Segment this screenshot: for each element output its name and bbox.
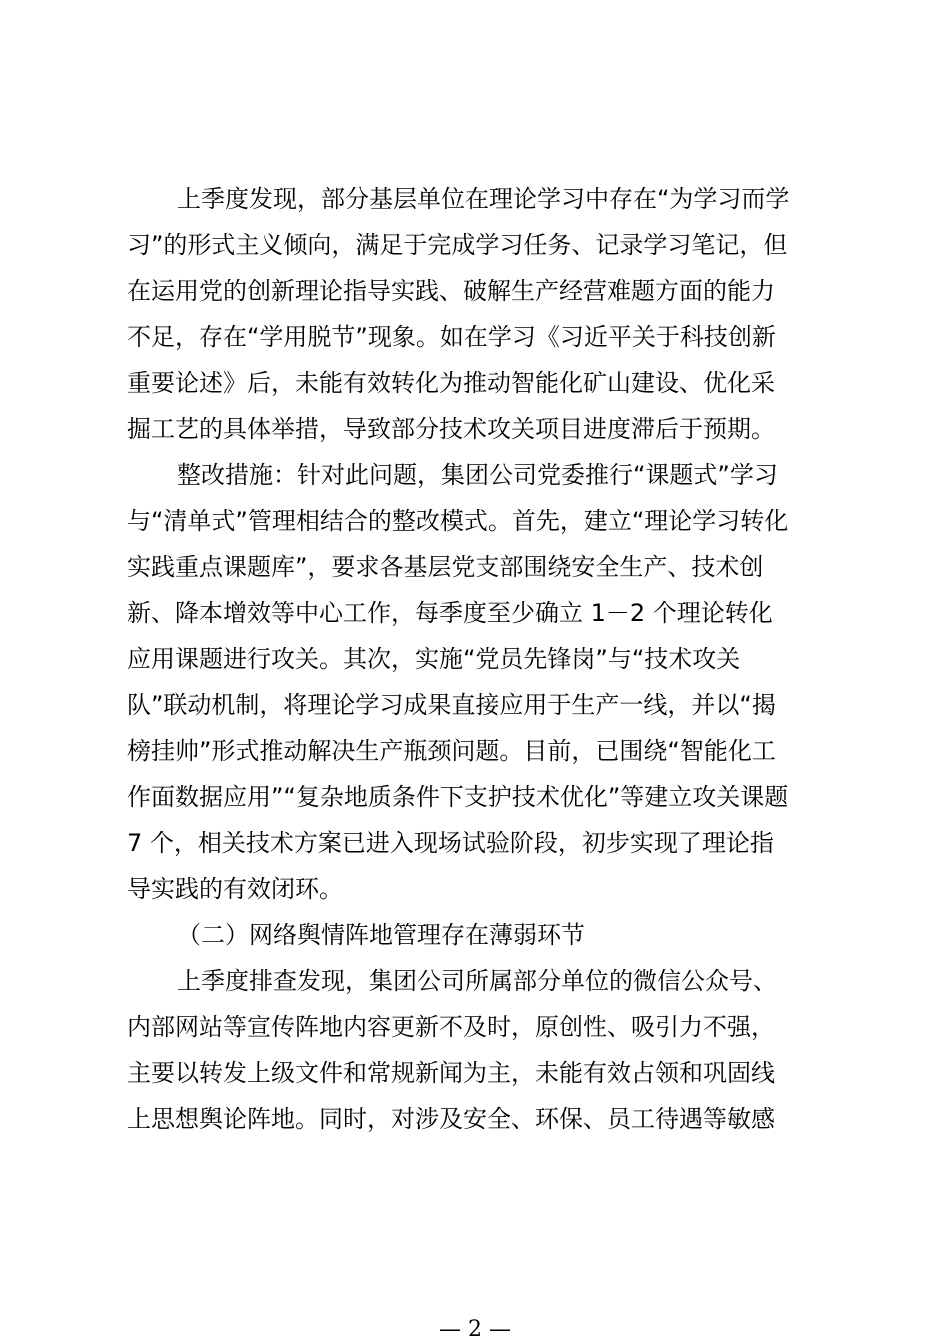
paragraph-3-line-3: 主要以转发上级文件和常规新闻为主，未能有效占领和巩固线 xyxy=(127,1059,775,1087)
paragraph-3-line-4: 上思想舆论阵地。同时，对涉及安全、环保、员工待遇等敏感 xyxy=(127,1105,775,1133)
page-number: — 2 — xyxy=(439,1317,511,1342)
paragraph-2-line-7: 榜挂帅”形式推动解决生产瓶颈问题。目前，已围绕“智能化工 xyxy=(127,737,776,765)
paragraph-2-line-9: 7 个，相关技术方案已进入现场试验阶段，初步实现了理论指 xyxy=(127,829,774,857)
paragraph-1-line-3: 在运用党的创新理论指导实践、破解生产经营难题方面的能力 xyxy=(127,277,775,305)
paragraph-2-line-10: 导实践的有效闭环。 xyxy=(127,875,343,903)
paragraph-1-line-6: 掘工艺的具体举措，导致部分技术攻关项目进度滞后于预期。 xyxy=(127,415,775,443)
paragraph-2-line-1: 整改措施：针对此问题，集团公司党委推行“课题式”学习 xyxy=(177,461,778,489)
paragraph-2-line-3: 实践重点课题库”，要求各基层党支部围绕安全生产、技术创 xyxy=(127,553,764,581)
paragraph-1-line-2: 习”的形式主义倾向，满足于完成学习任务、记录学习笔记，但 xyxy=(127,231,788,259)
paragraph-3-line-1: 上季度排查发现，集团公司所属部分单位的微信公众号、 xyxy=(177,967,777,995)
paragraph-2-line-2: 与“清单式”管理相结合的整改模式。首先，建立“理论学习转化 xyxy=(127,507,789,535)
paragraph-2-line-8: 作面数据应用”“复杂地质条件下支护技术优化”等建立攻关课题 xyxy=(127,783,789,811)
paragraph-2-line-6: 队”联动机制，将理论学习成果直接应用于生产一线，并以“揭 xyxy=(127,691,776,719)
document-body xyxy=(127,176,831,1142)
paragraph-2-line-5: 应用课题进行攻关。其次，实施“党员先锋岗”与“技术攻关 xyxy=(127,645,741,673)
paragraph-2-line-4: 新、降本增效等中心工作，每季度至少确立 1－2 个理论转化 xyxy=(127,599,773,627)
paragraph-1-line-1: 上季度发现，部分基层单位在理论学习中存在“为学习而学 xyxy=(177,185,790,213)
paragraph-1-line-4: 不足，存在“学用脱节”现象。如在学习《习近平关于科技创新 xyxy=(127,323,776,351)
section-heading: （二）网络舆情阵地管理存在薄弱环节 xyxy=(177,921,585,949)
paragraph-1-line-5: 重要论述》后，未能有效转化为推动智能化矿山建设、优化采 xyxy=(127,369,775,397)
paragraph-3-line-2: 内部网站等宣传阵地内容更新不及时，原创性、吸引力不强， xyxy=(127,1013,775,1041)
